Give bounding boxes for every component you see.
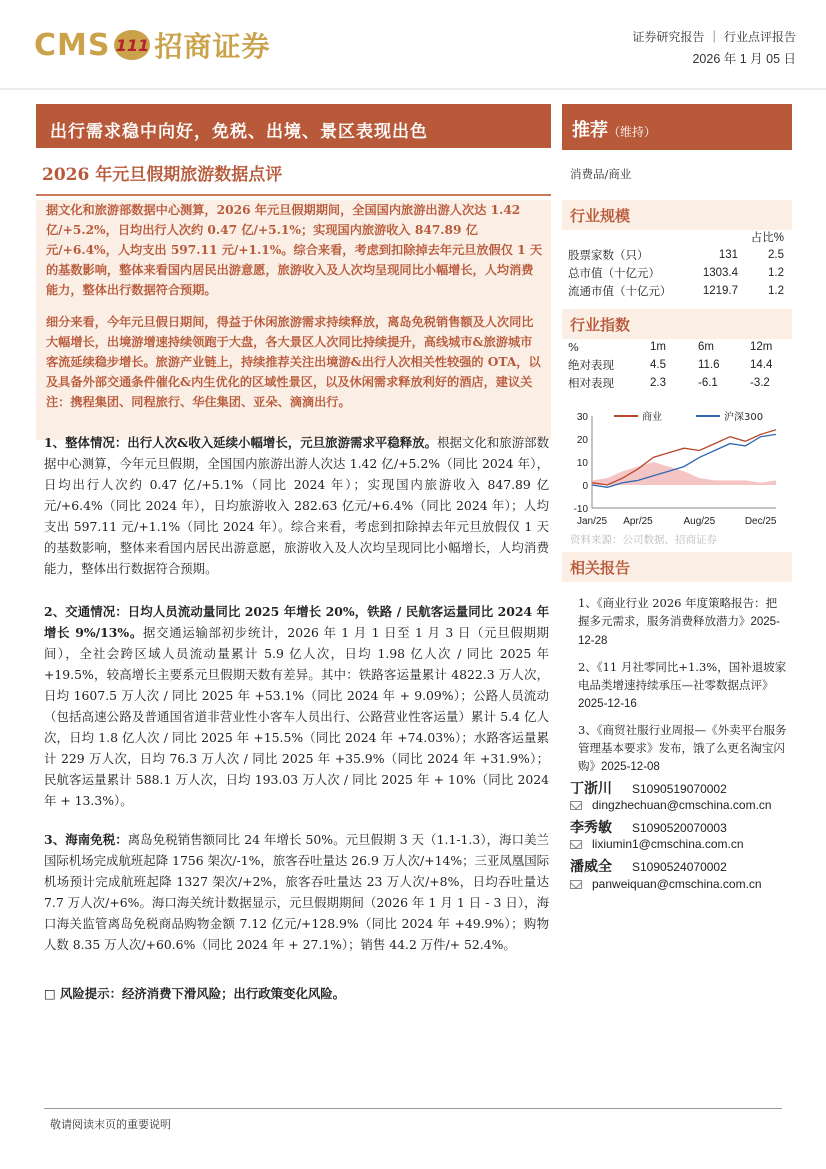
x-tick-label: Dec/25 <box>744 516 777 527</box>
section-title: 2、交通情况：日均人员流动量同比 2025 年增长 20%，铁路 / 民航客运量同比 2024 年增长 9%/13%。 <box>44 604 549 640</box>
table-row: 流通市值（十亿元） 1219.7 1.2 <box>568 284 784 298</box>
relative-area <box>592 462 776 485</box>
analyst <box>570 778 727 798</box>
index-table <box>568 338 784 392</box>
risk-warning: □ 风险提示：经济消费下滑风险；出行政策变化风险。 <box>44 986 346 1001</box>
list-item[interactable]: 1、《商业行业 2026 年度策略报告：把握多元需求，服务消费释放潜力》2025-12-28 <box>578 596 780 647</box>
logo-latin: CMS <box>34 27 111 63</box>
analyst-id: S1090520070003 <box>632 821 727 835</box>
scale-title: 行业规模 <box>562 200 792 230</box>
report-subtitle: 2026 年元旦假期旅游数据点评 <box>42 165 283 185</box>
mail-icon <box>570 880 582 889</box>
list-item[interactable]: 2、《11 月社零同比+1.3%，国补退坡家电品类增速持续承压—社零数据点评》2025-12-16 <box>578 660 787 710</box>
report-date: 2025-12-28 <box>578 616 780 647</box>
legend-label: 商业 <box>642 412 662 423</box>
analyst-name: 丁浙川 <box>570 781 612 797</box>
analyst-id: S1090519070002 <box>632 782 727 796</box>
x-tick-label: Aug/25 <box>683 516 716 527</box>
index-chart <box>566 408 790 532</box>
analyst <box>570 856 727 876</box>
chart-source: 资料来源：公司数据、招商证券 <box>570 534 717 546</box>
header-meta <box>632 26 796 70</box>
x-tick-label: Jan/25 <box>576 516 608 527</box>
x-tick-label: Apr/25 <box>623 516 653 527</box>
index-title: 行业指数 <box>562 309 792 339</box>
report-type: 证券研究报告 ｜ 行业点评报告 <box>632 30 796 44</box>
scale-header: 占比% <box>750 232 784 244</box>
report-title: 出行需求稳中向好，免税、出境、景区表现出色 <box>36 104 551 148</box>
table-row: 股票家数（只） 131 2.5 <box>568 248 784 262</box>
section-hainan <box>44 829 549 955</box>
analyst-email[interactable]: lixiumin1@cmschina.com.cn <box>570 837 744 851</box>
logo-chinese: 招商证券 <box>154 30 271 63</box>
index-chart-svg <box>566 408 790 532</box>
logo-badge-icon: 111 <box>114 30 150 60</box>
analyst-id: S1090524070002 <box>632 860 727 874</box>
section-text: 根据文化和旅游部数据中心测算，今年元旦假期，全国国内旅游出游人次达 1.42 亿/+5.2%（同比 2024 年），日均出行人次约 0.47 亿/+5.1%（同比 2024 年）；实现国内旅游收入 847.89 亿元/+6.4%（同比 2024 年），日均旅游收入 282.63 亿元/+6.4%（同比 2024 年）；人均支出 597.11 元/+1.1%（同比 2024 年）。综合来看，考虑到扣除掉去年元旦放假仅 1 天的基数影响，整体来看国内居民出游意愿，旅游收入及人次均呈现同比小幅增长，人均消费能力，整体出行数据符合预期。 <box>44 435 549 576</box>
section-text: 离岛免税销售额同比 24 年增长 50%。元旦假期 3 天（1.1-1.3），海口美兰国际机场完成航班起降 1756 架次/-1%，旅客吞吐量达 26.9 万人次/+14%；三亚凤凰国际机场预计完成航班起降 1327 架次/+2%，旅客吞吐量达 23 万人次/+8%，日均吞吐量达 7.7 万人次/+6%。海口海关统计数据显示，元旦假期期间（2026 年 1 月 1 日 - 3 日），海口海关监管离岛免税商品购物金额 7.12 亿元/+128.9%（同比 2024 年 +49.9%）；购物人数 8.35 万人次/+60.6%（同比 2024 年 + 27.1%）；销售 44.2 万件/+ 52.4%。 <box>44 832 549 952</box>
industry-label: 消费品/商业 <box>570 167 632 181</box>
y-tick-label: 0 <box>582 481 588 492</box>
report-date: 2025-12-16 <box>578 698 637 710</box>
list-item[interactable]: 3、《商贸社服行业周报—《外卖平台服务管理基本要求》发布，饿了么更名淘宝闪购》2025-12-08 <box>578 723 787 773</box>
report-date: 2025-12-08 <box>601 761 660 773</box>
related-reports <box>578 594 788 776</box>
rating-note: （维持） <box>608 125 657 139</box>
section-title: 1、整体情况：出行人次&收入延续小幅增长，元旦旅游需求平稳释放。 <box>44 435 438 450</box>
summary-box <box>36 200 551 440</box>
section-transport <box>44 601 549 811</box>
legend-label: 沪深300 <box>724 412 764 423</box>
summary-paragraph: 细分来看，今年元旦假日期间，得益于休闲旅游需求持续释放，离岛免税销售额及人次同比大幅增长，出境游增速持续领跑于大盘，各大景区人次同比持续提升，高线城市&旅游城市客流延续稳步增长。旅游产业链上，持续推荐关注出境游&出行人次相关性较强的 OTA，以及具备外部交通条件催化&内生优化的区域性景区，以及休闲需求释放利好的酒店，建议关注：携程集团、同程旅行、华住集团、亚朵、滴滴出行。 <box>46 315 541 409</box>
section-title: 3、海南免税： <box>44 832 128 847</box>
y-tick-label: 20 <box>576 435 588 446</box>
table-row: % 1m 6m 12m <box>568 340 773 354</box>
section-text: 据交通运输部初步统计，2026 年 1 月 1 日至 1 月 3 日（元旦假期期间），全社会跨区域人员流动量累计 5.9 亿人次，日均 1.98 亿人次 / 同比 2025 年 +19.5%，较高增长主要系元旦假期天数有差异。其中：铁路客运量累计 4822.3 万人次，日均 1607.5 万人次 / 同比 2025 年 +53.1%（同比 2024 年 + 9.09%）；公路人员流动（包括高速公路及普通国省道非营业性小客车人员出行、公路营业性客运量）累计 5.4 亿人次，日均 1.8 亿人次 / 同比 2025 年 +15.5%（同比 2024 年 +74.03%）；水路客运量累计 229 万人次，日均 76.3 万人次 / 同比 2025 年 +35.9%（同比 2024 年 +31.9%）；民航客运量累计 588.1 万人次，日均 193.03 万人次 / 同比 2025 年 + 10%（同比 2024 年 + 13.3%）。 <box>44 625 549 808</box>
table-row: 绝对表现 4.5 11.6 14.4 <box>568 358 773 372</box>
table-row: 总市值（十亿元） 1303.4 1.2 <box>568 266 784 280</box>
y-tick-label: 10 <box>576 458 588 469</box>
scale-table <box>568 228 784 300</box>
company-logo <box>34 26 271 64</box>
analyst-name: 潘威全 <box>570 859 612 875</box>
rating: 推荐 <box>572 120 608 141</box>
footer-divider <box>44 1108 782 1109</box>
analyst <box>570 817 727 837</box>
subtitle-divider <box>36 194 551 196</box>
summary-paragraph: 据文化和旅游部数据中心测算，2026 年元旦假期期间，全国国内旅游出游人次达 1.42 亿/+5.2%，日均出行人次约 0.47 亿/+5.1%；实现国内旅游收入 847.89 亿元/+6.4%，人均支出 597.11 元/+1.1%。综合来看，考虑到扣除掉去年元旦放假仅 1 天的基数影响，整体来看国内居民出游意愿，旅游收入及人次均呈现同比小幅增长，人均消费能力，整体出行数据符合预期。 <box>46 203 543 297</box>
section-overall <box>44 432 549 579</box>
y-tick-label: -10 <box>573 504 588 515</box>
mail-icon <box>570 801 582 810</box>
rating-box <box>562 104 792 150</box>
table-row: 相对表现 2.3 -6.1 -3.2 <box>568 376 770 390</box>
analyst-email[interactable]: panweiquan@cmschina.com.cn <box>570 877 762 891</box>
header-divider <box>0 88 826 90</box>
footer-note: 敬请阅读末页的重要说明 <box>50 1118 171 1131</box>
y-tick-label: 30 <box>576 412 588 423</box>
analyst-name: 李秀敏 <box>570 820 612 836</box>
mail-icon <box>570 840 582 849</box>
report-date: 2026 年 1 月 05 日 <box>692 52 796 66</box>
related-title: 相关报告 <box>562 552 792 582</box>
analyst-email[interactable]: dingzhechuan@cmschina.com.cn <box>570 798 772 812</box>
